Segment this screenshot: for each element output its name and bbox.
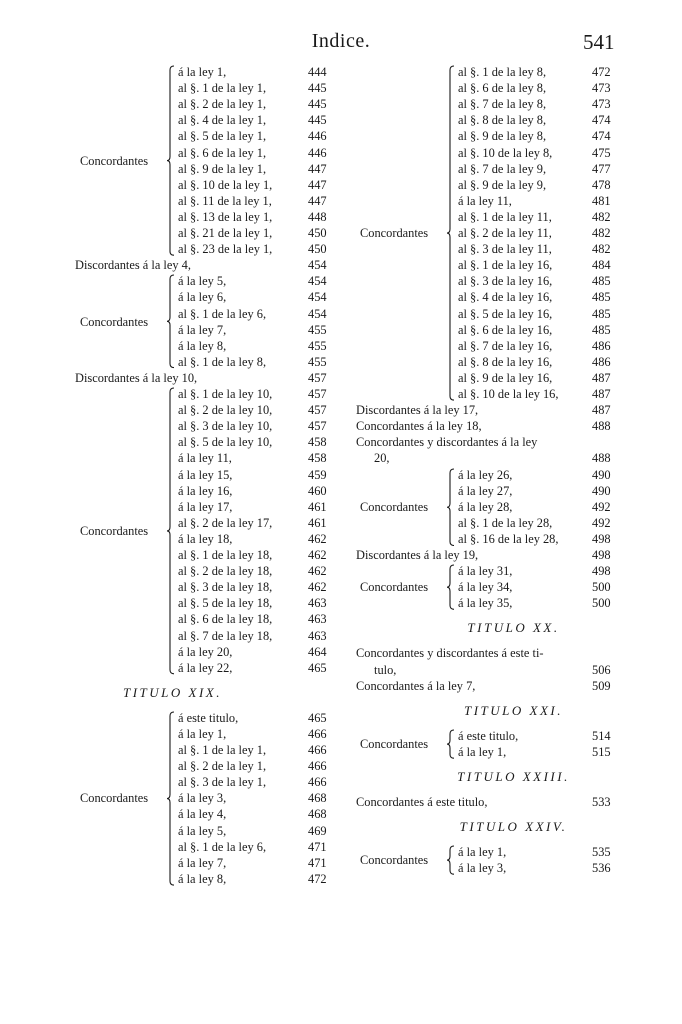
page-ref: 446 xyxy=(308,145,327,160)
entry-text: al §. 6 de la ley 1, xyxy=(178,145,267,160)
page-ref: 455 xyxy=(308,322,327,337)
page-ref: 536 xyxy=(592,861,611,876)
page-ref: 461 xyxy=(308,499,327,514)
page-ref: 466 xyxy=(308,759,327,774)
group-label: Concordantes xyxy=(80,153,149,168)
entry-text: á la ley 8, xyxy=(178,338,227,353)
page-ref: 455 xyxy=(308,338,327,353)
page-ref: 477 xyxy=(592,161,611,176)
entry-text: al §. 8 de la ley 8, xyxy=(458,113,547,128)
entry-text: al §. 1 de la ley 1, xyxy=(178,743,267,757)
page-ref: 500 xyxy=(592,596,611,611)
brace-icon xyxy=(446,845,456,875)
entry-text: al §. 2 de la ley 11, xyxy=(458,226,552,240)
entry-text: al §. 10 de la ley 8, xyxy=(458,145,553,160)
page-ref: 485 xyxy=(592,306,611,321)
entry-text: al §. 1 de la ley 6, xyxy=(178,306,267,321)
entry-text: á la ley 1, xyxy=(178,726,227,741)
entry-text: al §. 7 de la ley 8, xyxy=(458,97,547,112)
page-ref: 475 xyxy=(592,145,611,160)
brace-icon xyxy=(446,65,456,401)
page-ref: 471 xyxy=(308,839,327,854)
group-label: Concordantes xyxy=(360,853,429,868)
entry-text: al §. 5 de la ley 10, xyxy=(178,435,273,450)
page-ref: 509 xyxy=(592,678,611,693)
index-line: 20, xyxy=(374,451,390,466)
page-ref: 474 xyxy=(592,129,611,144)
page-ref: 515 xyxy=(592,744,611,759)
group-label: Concordantes xyxy=(360,736,429,751)
entry-text: á la ley 7, xyxy=(178,855,227,870)
page-ref: 485 xyxy=(592,290,611,305)
entry-text: al §. 9 de la ley 9, xyxy=(458,177,547,192)
entry-text: al §. 10 de la ley 16, xyxy=(458,387,559,401)
page-ref: 466 xyxy=(308,775,327,790)
page-number: 541 xyxy=(583,30,615,54)
brace-icon xyxy=(166,274,176,369)
entry-text: á este titulo, xyxy=(458,728,519,743)
page-ref: 482 xyxy=(592,226,611,240)
entry-text: al §. 2 de la ley 1, xyxy=(178,759,267,774)
page-ref: 463 xyxy=(308,596,327,611)
page-ref: 454 xyxy=(308,290,327,305)
page-ref: 458 xyxy=(308,451,327,466)
entry-text: al §. 3 de la ley 11, xyxy=(458,242,552,257)
entry-text: al §. 1 de la ley 18, xyxy=(178,548,273,562)
page-ref: 492 xyxy=(592,499,611,514)
page-ref: 463 xyxy=(308,628,327,643)
index-line: Discordantes á la ley 19, xyxy=(356,548,479,562)
page-ref: 466 xyxy=(308,743,327,757)
section-heading: TITULO XXIII. xyxy=(457,768,570,784)
brace-icon xyxy=(166,387,176,675)
index-line: Discordantes á la ley 10, xyxy=(75,370,198,385)
page-ref: 485 xyxy=(592,274,611,289)
entry-text: al §. 3 de la ley 1, xyxy=(178,775,267,790)
group-label: Concordantes xyxy=(80,523,149,538)
entry-text: á la ley 8, xyxy=(178,871,227,886)
entry-text: al §. 6 de la ley 16, xyxy=(458,322,553,337)
entry-text: al §. 2 de la ley 1, xyxy=(178,97,267,112)
page-ref: 445 xyxy=(308,97,327,112)
page-ref: 450 xyxy=(308,226,327,240)
section-heading: TITULO XIX. xyxy=(122,684,222,700)
page-ref: 457 xyxy=(308,387,327,401)
page-ref: 457 xyxy=(308,419,327,434)
page-ref: 454 xyxy=(308,306,327,321)
brace-icon xyxy=(446,468,456,547)
entry-text: al §. 5 de la ley 18, xyxy=(178,596,273,611)
page-ref: 484 xyxy=(592,258,611,273)
entry-text: al §. 1 de la ley 8, xyxy=(458,65,547,79)
page-ref: 447 xyxy=(308,193,327,208)
page-ref: 487 xyxy=(592,370,611,385)
page-ref: 447 xyxy=(308,161,327,176)
page-ref: 459 xyxy=(308,467,327,482)
entry-text: á la ley 6, xyxy=(178,290,227,305)
entry-text: á la ley 11, xyxy=(458,193,512,208)
entry-text: al §. 5 de la ley 1, xyxy=(178,129,267,144)
group-label: Concordantes xyxy=(360,580,429,595)
entry-text: á la ley 4, xyxy=(178,807,227,822)
entry-text: al §. 1 de la ley 11, xyxy=(458,209,552,224)
entry-text: al §. 7 de la ley 9, xyxy=(458,161,547,176)
entry-text: á la ley 3, xyxy=(458,861,507,876)
page-ref: 474 xyxy=(592,113,611,128)
entry-text: al §. 4 de la ley 1, xyxy=(178,113,267,128)
entry-text: al §. 11 de la ley 1, xyxy=(178,193,272,208)
entry-text: al §. 3 de la ley 18, xyxy=(178,580,273,595)
page-ref: 500 xyxy=(592,580,611,595)
entry-text: á la ley 17, xyxy=(178,499,233,514)
page-ref: 455 xyxy=(308,354,327,369)
page-ref: 488 xyxy=(592,419,611,434)
entry-text: al §. 21 de la ley 1, xyxy=(178,226,273,240)
page-ref: 488 xyxy=(592,451,611,466)
page-ref: 466 xyxy=(308,726,327,741)
entry-text: al §. 1 de la ley 28, xyxy=(458,515,553,530)
entry-text: á la ley 7, xyxy=(178,322,227,337)
entry-text: á la ley 35, xyxy=(458,596,513,611)
page-ref: 472 xyxy=(308,871,327,886)
index-line: Discordantes á la ley 4, xyxy=(75,258,191,273)
section-heading: TITULO XXI. xyxy=(463,702,563,718)
page-ref: 469 xyxy=(308,823,327,838)
entry-text: al §. 2 de la ley 10, xyxy=(178,403,273,418)
entry-text: al §. 10 de la ley 1, xyxy=(178,177,273,192)
entry-text: á la ley 22, xyxy=(178,660,233,675)
page-ref: 462 xyxy=(308,531,327,546)
entry-text: al §. 1 de la ley 6, xyxy=(178,839,267,854)
entry-text: al §. 3 de la ley 10, xyxy=(178,419,273,434)
entry-text: al §. 6 de la ley 8, xyxy=(458,81,547,96)
page-ref: 460 xyxy=(308,483,327,498)
brace-icon xyxy=(166,65,176,256)
page-ref: 487 xyxy=(592,403,611,418)
group-label: Concordantes xyxy=(360,226,429,241)
page-ref: 445 xyxy=(308,81,327,96)
page-ref: 490 xyxy=(592,483,611,498)
entry-text: á la ley 31, xyxy=(458,564,513,579)
index-line: Concordantes á la ley 18, xyxy=(356,419,482,434)
section-heading: TITULO XX. xyxy=(467,620,560,636)
entry-text: al §. 8 de la ley 16, xyxy=(458,354,553,369)
page-ref: 471 xyxy=(308,855,327,870)
group-label: Concordantes xyxy=(360,499,429,514)
page-ref: 482 xyxy=(592,209,611,224)
entry-text: á la ley 18, xyxy=(178,531,233,546)
page-ref: 498 xyxy=(592,564,611,579)
page-ref: 486 xyxy=(592,354,611,369)
page-ref: 487 xyxy=(592,387,611,401)
page-ref: 445 xyxy=(308,113,327,128)
entry-text: al §. 2 de la ley 18, xyxy=(178,564,273,579)
page-ref: 464 xyxy=(308,644,327,659)
page-ref: 468 xyxy=(308,791,327,806)
group-label: Concordantes xyxy=(80,791,149,806)
page-ref: 486 xyxy=(592,338,611,353)
entry-text: al §. 16 de la ley 28, xyxy=(458,531,559,546)
entry-text: al §. 7 de la ley 16, xyxy=(458,338,553,353)
page-ref: 463 xyxy=(308,612,327,627)
page-ref: 458 xyxy=(308,435,327,450)
page-ref: 446 xyxy=(308,129,327,144)
entry-text: á la ley 11, xyxy=(178,451,232,466)
entry-text: al §. 1 de la ley 8, xyxy=(178,354,267,369)
entry-text: á la ley 34, xyxy=(458,580,513,595)
page-ref: 498 xyxy=(592,548,611,562)
page-ref: 444 xyxy=(308,65,327,79)
entry-text: á la ley 1, xyxy=(458,744,507,759)
entry-text: al §. 1 de la ley 10, xyxy=(178,387,273,401)
page-ref: 448 xyxy=(308,209,327,224)
page-ref: 465 xyxy=(308,710,327,725)
page-ref: 506 xyxy=(592,662,611,677)
brace-icon xyxy=(166,711,176,886)
entry-text: al §. 13 de la ley 1, xyxy=(178,209,273,224)
entry-text: á la ley 5, xyxy=(178,274,227,289)
entry-text: al §. 6 de la ley 18, xyxy=(178,612,273,627)
entry-text: á la ley 3, xyxy=(178,791,227,806)
index-line: Concordantes y discordantes á este ti- xyxy=(356,646,544,661)
page-ref: 514 xyxy=(592,728,611,743)
page-ref: 485 xyxy=(592,322,611,337)
index-line: Concordantes á este titulo, xyxy=(356,794,488,809)
entry-text: al §. 2 de la ley 17, xyxy=(178,515,273,530)
page-ref: 478 xyxy=(592,177,611,192)
entry-text: á la ley 15, xyxy=(178,467,233,482)
page-ref: 454 xyxy=(308,274,327,289)
brace-icon xyxy=(446,729,456,759)
page-ref: 535 xyxy=(592,845,611,859)
page-ref: 447 xyxy=(308,177,327,192)
entry-text: al §. 9 de la ley 8, xyxy=(458,129,547,144)
page-ref: 462 xyxy=(308,548,327,562)
page-ref: 457 xyxy=(308,370,327,385)
page-ref: 473 xyxy=(592,97,611,112)
page-ref: 533 xyxy=(592,794,611,809)
entry-text: al §. 23 de la ley 1, xyxy=(178,242,273,257)
page-ref: 462 xyxy=(308,580,327,595)
entry-text: á la ley 20, xyxy=(178,644,233,659)
page-ref: 450 xyxy=(308,242,327,257)
entry-text: al §. 3 de la ley 16, xyxy=(458,274,553,289)
page-ref: 462 xyxy=(308,564,327,579)
page-ref: 492 xyxy=(592,515,611,530)
entry-text: al §. 9 de la ley 1, xyxy=(178,161,267,176)
index-line: tulo, xyxy=(374,662,397,677)
index-line: Concordantes y discordantes á la ley xyxy=(356,435,538,450)
entry-text: al §. 4 de la ley 16, xyxy=(458,290,553,305)
entry-text: al §. 9 de la ley 16, xyxy=(458,370,553,385)
page-ref: 465 xyxy=(308,660,327,675)
page-ref: 472 xyxy=(592,65,611,79)
page-ref: 468 xyxy=(308,807,327,822)
section-heading: TITULO XXIV. xyxy=(459,819,568,834)
index-line: Concordantes á la ley 7, xyxy=(356,678,476,693)
entry-text: al §. 1 de la ley 1, xyxy=(178,81,267,96)
entry-text: al §. 7 de la ley 18, xyxy=(178,628,273,643)
entry-text: á la ley 27, xyxy=(458,483,513,498)
page-ref: 461 xyxy=(308,515,327,530)
entry-text: á la ley 5, xyxy=(178,823,227,838)
page-ref: 482 xyxy=(592,242,611,257)
right-column xyxy=(345,0,682,1024)
page-ref: 498 xyxy=(592,531,611,546)
entry-text: á la ley 1, xyxy=(458,845,507,859)
entry-text: al §. 5 de la ley 16, xyxy=(458,306,553,321)
page-ref: 473 xyxy=(592,81,611,96)
page-ref: 490 xyxy=(592,467,611,482)
group-label: Concordantes xyxy=(80,314,149,329)
page-title: Indice. xyxy=(311,30,371,52)
entry-text: á la ley 28, xyxy=(458,499,513,514)
brace-icon xyxy=(446,564,456,610)
page-ref: 454 xyxy=(308,258,327,273)
entry-text: á este titulo, xyxy=(178,710,239,725)
entry-text: al §. 1 de la ley 16, xyxy=(458,258,553,273)
page-ref: 457 xyxy=(308,403,327,418)
entry-text: á la ley 26, xyxy=(458,467,513,482)
index-line: Discordantes á la ley 17, xyxy=(356,403,479,418)
page-ref: 481 xyxy=(592,193,611,208)
entry-text: á la ley 16, xyxy=(178,483,233,498)
entry-text: á la ley 1, xyxy=(178,65,227,79)
